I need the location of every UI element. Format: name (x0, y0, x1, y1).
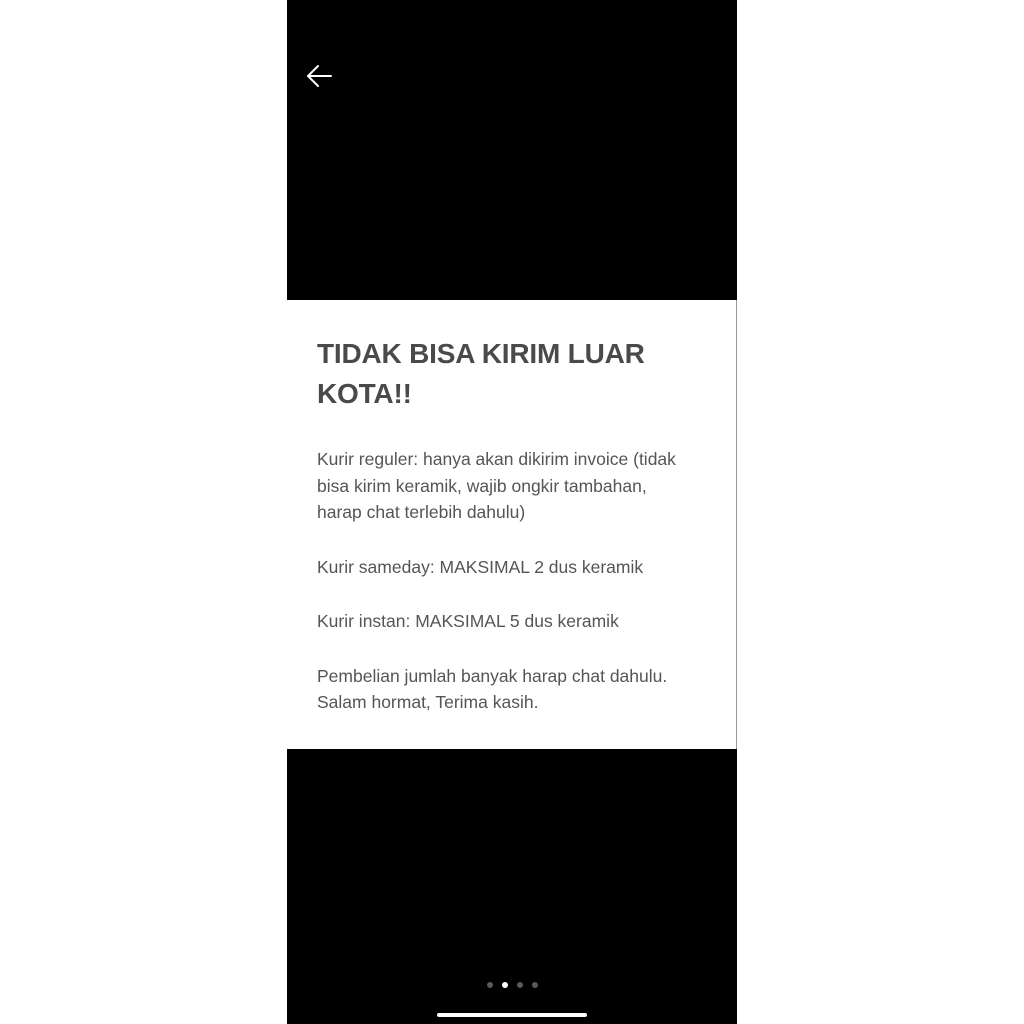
notice-title-line: KOTA!! (317, 378, 412, 409)
back-button[interactable] (301, 60, 337, 92)
pagination-dot-active[interactable] (502, 982, 508, 988)
notice-title-line: TIDAK BISA KIRIM LUAR (317, 338, 645, 369)
pagination-dot[interactable] (487, 982, 493, 988)
sameday-courier-note (317, 554, 706, 581)
pagination-dot[interactable] (517, 982, 523, 988)
text-line: Kurir instan: MAKSIMAL 5 dus keramik (317, 611, 619, 631)
instant-courier-note (317, 608, 706, 635)
text-line: Pembelian jumlah banyak harap chat dahulu. (317, 665, 668, 686)
text-line: Kurir reguler: hanya akan dikirim invoice (tidak (317, 449, 676, 469)
text-line: harap chat terlebih dahulu) (317, 502, 526, 522)
regular-courier-note (317, 446, 706, 526)
text-line: Salam hormat, Terima kasih. (317, 692, 539, 712)
home-indicator[interactable] (437, 1013, 587, 1017)
bulk-purchase-note (317, 663, 706, 716)
pagination-dot[interactable] (532, 982, 538, 988)
product-image-card (287, 300, 737, 749)
image-viewer[interactable] (287, 0, 737, 1024)
text-line: bisa kirim keramik, wajib ongkir tambahan, (317, 475, 647, 496)
arrow-left-icon (305, 64, 333, 88)
notice-title (317, 334, 706, 414)
text-line: Kurir sameday: MAKSIMAL 2 dus keramik (317, 556, 644, 577)
pagination-dots[interactable] (287, 982, 737, 988)
